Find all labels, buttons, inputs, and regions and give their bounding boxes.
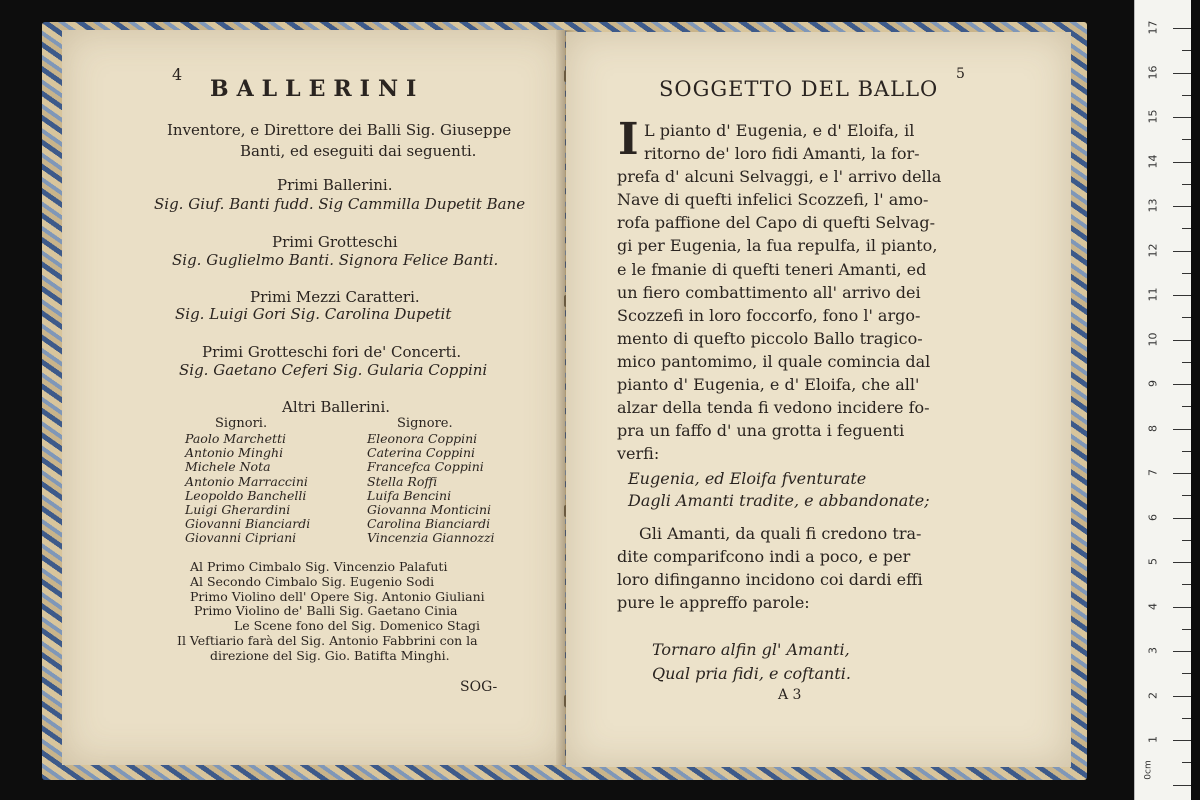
ruler-number: 15	[1146, 109, 1160, 124]
ruler-tick	[1182, 451, 1191, 452]
ruler-number: 2	[1146, 691, 1160, 699]
list-item: Antonio Minghi	[185, 445, 284, 461]
ruler-number: 3	[1146, 647, 1160, 654]
ruler-tick	[1173, 740, 1191, 741]
drop-cap: I	[618, 114, 639, 165]
text-line: Gli Amanti, da quali fi credono tra-	[639, 524, 922, 543]
list-item: Stella Roffi	[367, 473, 438, 489]
intro-line-1: Inventore, e Direttore dei Balli Sig. Giuseppe	[167, 121, 512, 139]
text-line: e le fmanie di quefti teneri Amanti, ed	[617, 259, 927, 279]
page-title-left: BALLERINI	[210, 76, 425, 102]
section-heading: Primi Grotteschi fori de' Concerti.	[202, 343, 462, 361]
list-item: Caterina Coppini	[367, 445, 476, 461]
list-item: Antonio Marraccini	[185, 473, 308, 489]
ruler-tick	[1182, 362, 1191, 363]
ruler-tick	[1182, 50, 1191, 51]
signore-heading: Signore.	[397, 416, 453, 431]
section-heading: Primi Mezzi Caratteri.	[250, 288, 420, 306]
paragraph-2	[617, 522, 923, 614]
ruler-number: 8	[1146, 424, 1160, 432]
ruler-number: 17	[1146, 20, 1160, 35]
ruler-tick	[1173, 73, 1191, 74]
credits-block	[172, 560, 485, 664]
ruler-tick	[1173, 651, 1191, 652]
intro-line-2: Banti, ed eseguiti dai seguenti.	[240, 142, 477, 160]
text-line: pure le appreffo parole:	[617, 593, 810, 612]
ruler-tick	[1173, 117, 1191, 118]
credit-line: Al Primo Cimbalo Sig. Vincenzio Palafuti	[190, 559, 448, 574]
list-item: Francefca Coppini	[367, 459, 484, 475]
credit-line: Il Veftiario farà del Sig. Antonio Fabbrini con la	[177, 632, 478, 648]
text-line: rofa paffione del Capo di quefti Selvag-	[617, 213, 936, 233]
ruler-number: 9	[1146, 380, 1160, 387]
ruler-tick	[1182, 273, 1191, 274]
page-number-right: 5	[956, 66, 965, 82]
ruler-tick	[1182, 184, 1191, 185]
list-item: Vincenzia Giannozzi	[367, 530, 495, 546]
text-line: pianto d' Eugenia, e d' Eloifa, che all'	[617, 375, 920, 395]
text-line: gi per Eugenia, la fua repulfa, il pianto,	[617, 236, 938, 256]
page-number-left: 4	[172, 65, 183, 84]
ruler-tick	[1173, 295, 1191, 296]
ruler-tick	[1182, 629, 1191, 630]
text-line: loro difinganno incidono coi dardi effi	[617, 570, 923, 589]
verse-2	[652, 638, 851, 686]
text-line: prefa d' alcuni Selvaggi, e l' arrivo della	[617, 167, 942, 187]
ruler-tick	[1173, 384, 1191, 385]
ruler-tick	[1173, 251, 1191, 252]
ruler-tick	[1173, 429, 1191, 430]
ruler-unit: 0cm	[1143, 760, 1154, 780]
catchword: SOG-	[460, 679, 498, 695]
text-line: mico pantomimo, il quale comincia dal	[617, 351, 931, 371]
list-item: Paolo Marchetti	[185, 431, 287, 446]
credit-line: Primo Violino de' Balli Sig. Gaetano Cinia	[194, 603, 458, 619]
paragraph-1	[617, 114, 942, 465]
verse-1	[628, 468, 930, 512]
section-heading: Primi Ballerini.	[277, 176, 393, 194]
ruler-number: 12	[1146, 243, 1160, 257]
credit-line: Al Secondo Cimbalo Sig. Eugenio Sodi	[190, 573, 435, 589]
ruler-tick	[1182, 540, 1191, 541]
text-line: Nave di quefti infelici Scozzefi, l' amo-	[617, 190, 929, 210]
ruler-number: 11	[1146, 287, 1160, 302]
section-line: Sig. Luigi Gori Sig. Carolina Dupetit	[175, 305, 452, 323]
text-line: un fiero combattimento all' arrivo dei	[617, 282, 921, 302]
credit-line: direzione del Sig. Gio. Batifta Minghi.	[210, 647, 450, 663]
list-item: Luifa Bencini	[367, 487, 452, 503]
section-line: Sig. Guglielmo Banti. Signora Felice Banti.	[172, 251, 499, 269]
ruler-number: 4	[1146, 602, 1160, 610]
ruler-tick	[1182, 584, 1191, 585]
ruler-number: 14	[1146, 154, 1160, 168]
credit-line: Le Scene fono del Sig. Domenico Stagi	[234, 618, 481, 634]
list-item: Luigi Gherardini	[185, 502, 291, 518]
ruler-number: 5	[1146, 558, 1160, 565]
ruler-tick	[1173, 562, 1191, 563]
list-item: Giovanni Bianciardi	[185, 516, 311, 532]
verse-line: Eugenia, ed Eloifa fventurate	[628, 469, 867, 488]
ruler-tick	[1173, 28, 1191, 29]
ruler-tick	[1182, 762, 1191, 763]
ruler-number: 7	[1146, 469, 1160, 476]
list-item: Eleonora Coppini	[367, 431, 478, 446]
ruler-tick	[1182, 95, 1191, 96]
text-line: dite comparifcono indi a poco, e per	[617, 547, 911, 566]
ruler-tick	[1173, 473, 1191, 474]
text-line: ritorno de' loro fidi Amanti, la for-	[644, 144, 920, 164]
list-item: Michele Nota	[185, 459, 271, 475]
ruler-tick	[1173, 162, 1191, 163]
text-line: Scozzefi in loro foccorfo, fono l' argo-	[617, 305, 921, 325]
text-line: mento di quefto piccolo Ballo tragico-	[617, 328, 923, 348]
ruler-tick	[1182, 495, 1191, 496]
ruler-tick	[1182, 139, 1191, 140]
verse-line: Dagli Amanti tradite, e abbandonate;	[628, 491, 930, 510]
measurement-ruler	[1134, 0, 1191, 800]
text-line: alzar della tenda fi vedono incidere fo-	[617, 398, 930, 418]
signori-list	[185, 432, 310, 546]
list-item: Giovanna Monticini	[367, 502, 491, 518]
ruler-tick	[1173, 340, 1191, 341]
text-line: L pianto d' Eugenia, e d' Eloifa, il	[644, 121, 915, 140]
credit-line: Primo Violino dell' Opere Sig. Antonio Giuliani	[190, 588, 485, 604]
ruler-number: 16	[1146, 65, 1160, 79]
altri-heading: Altri Ballerini.	[282, 398, 391, 416]
ruler-number: 1	[1146, 736, 1160, 743]
text-line: pra un faffo d' una grotta i feguenti	[617, 421, 905, 441]
section-line: Sig. Giuf. Banti fudd. Sig Cammilla Dupetit Bane	[154, 195, 526, 213]
left-page	[62, 30, 565, 765]
ruler-tick	[1173, 206, 1191, 207]
ruler-number: 13	[1146, 198, 1160, 213]
signature-mark: A 3	[778, 687, 802, 703]
ruler-tick	[1182, 317, 1191, 318]
ruler-tick	[1182, 406, 1191, 407]
ruler-tick	[1173, 518, 1191, 519]
ruler-tick	[1173, 696, 1191, 697]
ruler-tick	[1182, 228, 1191, 229]
signore-list	[367, 432, 495, 546]
list-item: Carolina Bianciardi	[367, 516, 491, 532]
ruler-number: 10	[1146, 332, 1160, 346]
text-line: verfi:	[617, 444, 660, 464]
list-item: Giovanni Cipriani	[185, 530, 297, 546]
ruler-tick	[1173, 785, 1191, 786]
verse-line: Tornaro alfin gl' Amanti,	[652, 640, 850, 659]
ruler-tick	[1182, 718, 1191, 719]
right-page	[566, 32, 1071, 767]
verse-line: Qual pria fidi, e coftanti.	[652, 664, 851, 683]
section-line: Sig. Gaetano Ceferi Sig. Gularia Coppini	[179, 361, 488, 379]
list-item: Leopoldo Banchelli	[185, 487, 307, 503]
signori-heading: Signori.	[215, 416, 268, 431]
ruler-number: 6	[1146, 513, 1160, 521]
ruler-tick	[1173, 607, 1191, 608]
section-heading: Primi Grotteschi	[272, 233, 398, 251]
ruler-tick	[1182, 673, 1191, 674]
page-title-right: SOGGETTO DEL BALLO	[659, 77, 939, 101]
